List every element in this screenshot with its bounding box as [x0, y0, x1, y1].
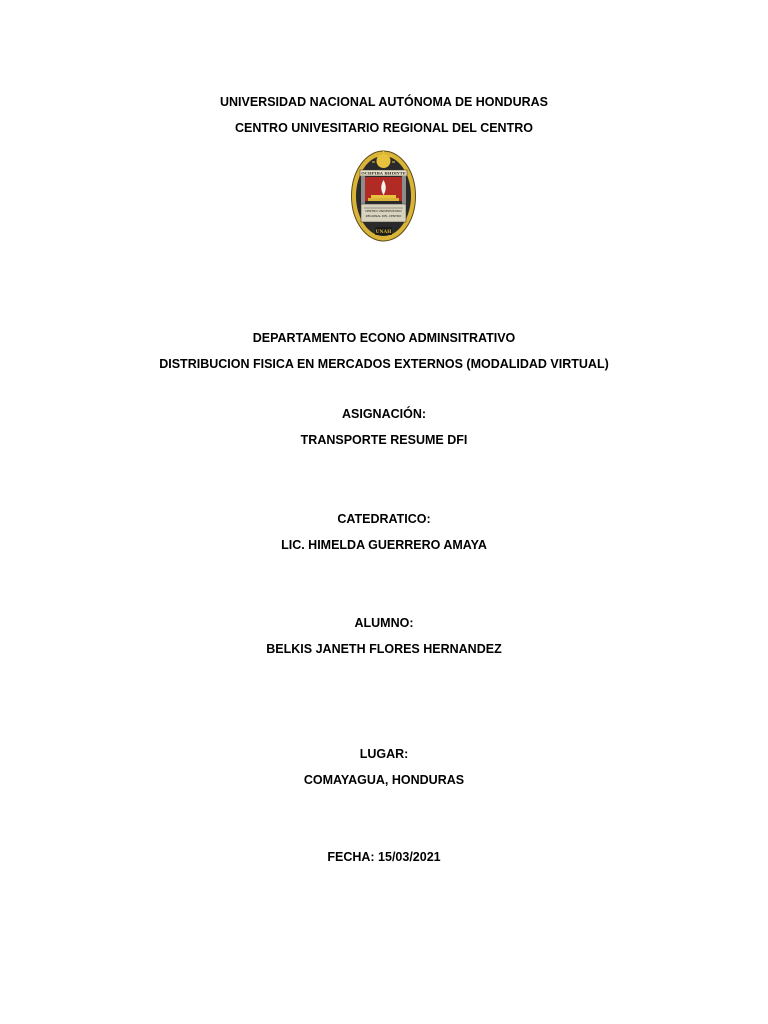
- university-seal: [347, 146, 420, 246]
- seal-lower-text-2: REGIONAL DEL CENTRO: [365, 214, 402, 218]
- university-name: UNIVERSIDAD NACIONAL AUTÓNOMA DE HONDURAS: [219, 95, 548, 109]
- seal-monogram: UNAH: [375, 230, 392, 235]
- assignment-label: ASIGNACIÓN:: [341, 407, 427, 421]
- department-name: DEPARTAMENTO ECONO ADMINSITRATIVO: [252, 331, 516, 345]
- course-name: DISTRIBUCION FISICA EN MERCADOS EXTERNOS (MODALIDAD VIRTUAL): [159, 357, 609, 371]
- seal-emblem-icon: [347, 146, 420, 246]
- date-text: FECHA: 15/03/2021: [327, 850, 441, 864]
- regional-center-name: CENTRO UNIVESITARIO REGIONAL DEL CENTRO: [235, 121, 533, 135]
- professor-value: LIC. HIMELDA GUERRERO AMAYA: [281, 538, 487, 552]
- seal-lower-text-1: CENTRO UNIVERSITARIO: [365, 209, 402, 213]
- seal-banner-text: OCHPIBA BHDIYTE: [361, 170, 406, 176]
- assignment-value: TRANSPORTE RESUME DFI: [300, 433, 468, 447]
- student-value: BELKIS JANETH FLORES HERNANDEZ: [266, 642, 502, 656]
- professor-label: CATEDRATICO:: [337, 512, 431, 526]
- place-label: LUGAR:: [359, 747, 409, 761]
- student-label: ALUMNO:: [354, 616, 414, 630]
- place-value: COMAYAGUA, HONDURAS: [303, 773, 465, 787]
